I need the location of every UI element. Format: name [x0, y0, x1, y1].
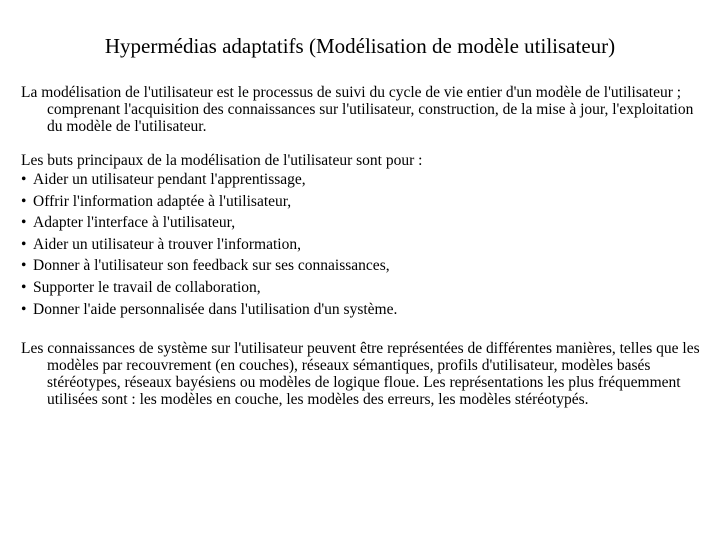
list-item — [21, 277, 701, 299]
conclusion-paragraph: Les connaissances de système sur l'utilisateur peuvent être représentées de différentes manières, telles que les modèles par recouvrement (en couches), réseaux sémantiques, profils d'utilisateur, modèles basés stéréotypes, réseaux bayésiens ou modèles de logique floue. Les représentations les plus fréquemment utilisées sont : les modèles en couche, les modèles des erreurs, les modèles stéréotypés. — [21, 340, 700, 409]
bullet-icon: • — [21, 171, 27, 188]
bullet-icon: • — [21, 300, 27, 318]
bullet-icon: • — [21, 214, 27, 232]
list-item-text: Aider un utilisateur pendant l'apprentissage, — [33, 171, 306, 188]
list-item-text: Offrir l'information adaptée à l'utilisateur, — [33, 192, 292, 210]
bullet-icon: • — [21, 278, 27, 296]
list-item-text: Aider un utilisateur à trouver l'information, — [33, 235, 301, 253]
bullet-icon: • — [21, 235, 27, 253]
goals-list — [21, 169, 701, 320]
list-item-text: Supporter le travail de collaboration, — [33, 278, 261, 296]
list-item — [21, 255, 701, 277]
list-item-text: Donner l'aide personnalisée dans l'utilisation d'un système. — [33, 300, 398, 318]
slide-title: Hypermédias adaptatifs (Modélisation de modèle utilisateur) — [104, 34, 616, 58]
goals-heading: Les buts principaux de la modélisation de l'utilisateur sont pour : — [21, 152, 423, 169]
bullet-icon: • — [21, 192, 27, 210]
list-item — [21, 299, 701, 321]
list-item-text: Adapter l'interface à l'utilisateur, — [33, 214, 236, 232]
list-item — [21, 212, 701, 234]
list-item — [21, 234, 701, 256]
list-item-text: Donner à l'utilisateur son feedback sur ses connaissances, — [33, 257, 390, 275]
list-item — [21, 169, 701, 191]
slide-body — [21, 84, 701, 408]
list-item — [21, 191, 701, 213]
intro-paragraph: La modélisation de l'utilisateur est le processus de suivi du cycle de vie entier d'un modèle de l'utilisateur ; comprenant l'acquisition des connaissances sur l'utilisateur, construction, de la mise à jour, l'exploitation du modèle de l'utilisateur. — [21, 84, 694, 135]
bullet-icon: • — [21, 257, 27, 275]
